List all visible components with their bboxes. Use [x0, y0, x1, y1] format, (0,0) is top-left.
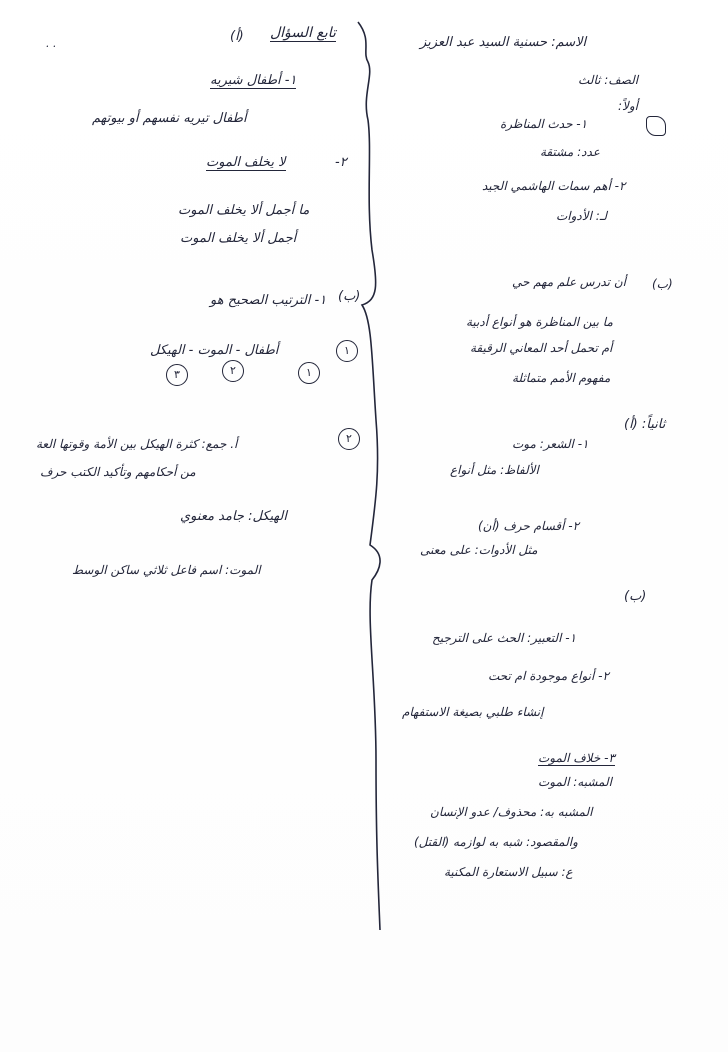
- student-name-line: الاسم: حسنية السيد عبد العزيز: [420, 35, 587, 50]
- q-label-box: [646, 116, 666, 136]
- q-item2-b: لـ: الأدوات: [556, 209, 607, 223]
- b-line2: أم تحمل أحد المعاني الرقيقة: [470, 341, 613, 355]
- s2b-item3-a: المشبه: الموت: [538, 775, 612, 789]
- sectionB-q2-line1: أ. جمع: كثرة الهيكل بين الأمة وقوتها العة: [36, 437, 238, 451]
- s2b-item3-c: والمقصود: شبه به لوازمه (القتل): [414, 835, 578, 849]
- item2-line1: ما أجمل ألا يخلف الموت: [178, 203, 310, 218]
- sectionB-label: (ب): [338, 289, 361, 304]
- left-header-title: تابع السؤال: [270, 25, 336, 41]
- sectionB-q2-number: ٢: [338, 428, 360, 450]
- item2-title: لا يخلف الموت: [206, 155, 286, 170]
- q-item2: ٢- أهم سمات الهاشمي الجيد: [482, 179, 626, 193]
- s2-item2-b: مثل الأدوات: على معنى: [420, 543, 538, 557]
- b-line1: ما بين المناظرة هو أنواع أدبية: [466, 315, 613, 329]
- s2-item2: ٢- أقسام حرف (أن): [478, 519, 580, 533]
- class-line: الصف: ثالث: [578, 73, 639, 87]
- s2-item1-b: الألفاظ: مثل أنواع: [450, 463, 539, 477]
- second-label: ثانياً: (أ): [624, 417, 666, 432]
- sectionB-q2-line2: من أحكامهم وتأكيد الكتب حرف: [40, 465, 196, 479]
- s2b-item3-d: ع: سبيل الاستعارة المكنية: [444, 865, 573, 879]
- q-item1-b: عدد: مشتقة: [540, 145, 600, 159]
- sectionB-intro: ١- الترتيب الصحيح هو: [210, 293, 327, 308]
- s2-item1: ١- الشعر: موت: [512, 437, 589, 451]
- sectionB-q3: الهيكل: جامد معنوي: [180, 509, 287, 524]
- sectionB-mark-1: ١: [298, 362, 320, 384]
- item1-title: ١- أطفال شيريه: [210, 73, 297, 88]
- sectionB-q1: أطفال - الموت - الهيكل: [150, 343, 279, 358]
- s2b-item3-b: المشبه به: محذوف/ عدو الإنسان: [430, 805, 593, 819]
- item1-line: أطفال تيريه نفسهم أو بيوتهم: [92, 111, 247, 126]
- b-label: (ب): [652, 277, 673, 291]
- first-label: أولاً:: [618, 99, 639, 113]
- s2b-item2: ٢- أنواع موجودة ام تحت: [488, 669, 609, 683]
- sectionB-q4: الموت: اسم فاعل ثلاثي ساكن الوسط: [72, 563, 261, 577]
- s2b-item3: ٣- خلاف الموت: [538, 751, 615, 765]
- item2-num: ٢-: [335, 155, 347, 170]
- sectionB-q1-number: ١: [336, 340, 358, 362]
- sectionB-mark-2: ٢: [222, 360, 244, 382]
- s2b-item2-b: إنشاء طلبي بصيغة الاستفهام: [402, 705, 544, 719]
- b-intro: أن تدرس علم مهم حي: [512, 275, 626, 289]
- s2b-label: (ب): [624, 589, 647, 604]
- q-item1: ١- حدث المناظرة: [500, 117, 588, 131]
- left-header-num: (أ): [230, 29, 244, 44]
- item2-line2: أجمل ألا يخلف الموت: [180, 231, 297, 246]
- b-line3: مفهوم الأمم متماثلة: [512, 371, 611, 385]
- sectionB-mark-3: ٣: [166, 364, 188, 386]
- corner-mark: . .: [46, 37, 57, 50]
- s2b-item1: ١- التعبير: الحث على الترجيح: [432, 631, 577, 645]
